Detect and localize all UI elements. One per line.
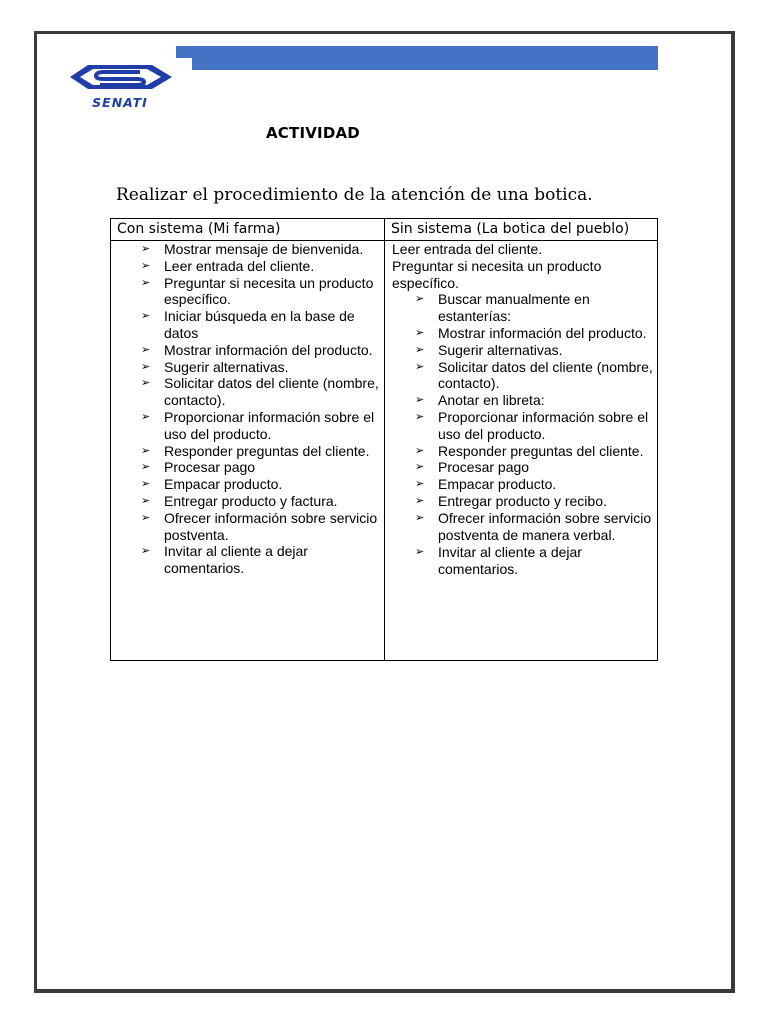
arrowhead-bullet-icon: ➢ [415,292,425,306]
list-item: ➢ Proporcionar información sobre el uso del producto. [415,408,649,442]
list-item: ➢ Invitar al cliente a dejar comentarios. [141,543,308,577]
with-system-list [111,241,384,577]
list-item: ➢ Ofrecer información sobre servicio postventa. [141,509,378,543]
arrowhead-bullet-icon: ➢ [141,242,151,255]
list-item: ➢ Ofrecer información sobre servicio postventa de manera verbal. [415,509,652,543]
arrowhead-bullet-icon: ➢ [415,359,425,373]
list-item: ➢ Iniciar búsqueda en la base de datos [141,308,355,341]
column-header-without-system: Sin sistema (La botica del pueblo) [385,219,658,241]
arrowhead-bullet-icon: ➢ [141,460,151,474]
list-item: ➢ Sugerir alternativas. [415,341,563,358]
list-item: ➢ Proporcionar información sobre el uso del producto. [141,408,375,442]
arrowhead-bullet-icon: ➢ [415,460,425,474]
list-item: ➢ Procesar pago [415,459,530,476]
column-header-with-system: Con sistema (Mi farma) [111,219,385,241]
arrowhead-bullet-icon: ➢ [141,342,151,356]
arrowhead-bullet-icon: ➢ [141,544,151,558]
arrowhead-bullet-icon: ➢ [141,309,151,323]
list-item: ➢ Preguntar si necesita un producto específico. [141,274,374,308]
table-header-row [111,219,658,241]
procedure-table [110,218,658,661]
document-subtitle: Realizar el procedimiento de la atención de una botica. [116,185,593,205]
list-item: ➢ Mostrar información del producto. [141,341,373,358]
list-item: ➢ Anotar en libreta: [415,392,545,409]
arrowhead-bullet-icon: ➢ [415,325,425,339]
without-system-list [385,291,657,578]
arrowhead-bullet-icon: ➢ [141,258,151,272]
arrowhead-bullet-icon: ➢ [415,409,425,423]
list-item: ➢ Buscar manualmente en estanterías: [415,291,590,325]
arrowhead-bullet-icon: ➢ [141,376,151,390]
list-item: ➢ Responder preguntas del cliente. [141,442,370,459]
table-body-row [111,241,658,661]
arrowhead-bullet-icon: ➢ [141,477,151,491]
with-system-cell [111,241,385,661]
arrowhead-bullet-icon: ➢ [415,477,425,491]
without-system-cell [385,241,658,661]
list-item: ➢ Empacar producto. [141,476,283,493]
arrowhead-bullet-icon: ➢ [415,493,425,507]
intro-line: Preguntar si necesita un producto específico. [392,257,602,291]
list-item: ➢ Sugerir alternativas. [141,358,289,375]
document-title: ACTIVIDAD [266,124,360,142]
list-item: ➢ Entregar producto y factura. [141,492,338,509]
arrowhead-bullet-icon: ➢ [141,275,151,289]
list-item: ➢ Mostrar información del producto. [415,324,647,341]
arrowhead-bullet-icon: ➢ [141,510,151,524]
arrowhead-bullet-icon: ➢ [141,493,151,507]
list-item: ➢ Leer entrada del cliente. [141,257,315,274]
list-item: ➢ Responder preguntas del cliente. [415,442,644,459]
header-bar [176,46,658,70]
list-item: ➢ Mostrar mensaje de bienvenida. [141,241,364,257]
arrowhead-bullet-icon: ➢ [415,393,425,407]
list-item: ➢ Solicitar datos del cliente (nombre, contacto). [141,375,379,409]
arrowhead-bullet-icon: ➢ [415,443,425,457]
list-item: ➢ Invitar al cliente a dejar comentarios. [415,544,582,578]
arrowhead-bullet-icon: ➢ [415,510,425,524]
list-item: ➢ Empacar producto. [415,476,557,493]
arrowhead-bullet-icon: ➢ [141,359,151,373]
list-item: ➢ Procesar pago [141,459,256,476]
arrowhead-bullet-icon: ➢ [415,342,425,356]
intro-line: Leer entrada del cliente. [392,241,543,257]
logo-text: SENATI [92,95,148,110]
header-bar-notch [176,58,192,70]
arrowhead-bullet-icon: ➢ [415,545,425,559]
list-item: ➢ Solicitar datos del cliente (nombre, contacto). [415,358,653,392]
arrowhead-bullet-icon: ➢ [141,443,151,457]
list-item: ➢ Entregar producto y recibo. [415,492,607,509]
arrowhead-bullet-icon: ➢ [141,409,151,423]
